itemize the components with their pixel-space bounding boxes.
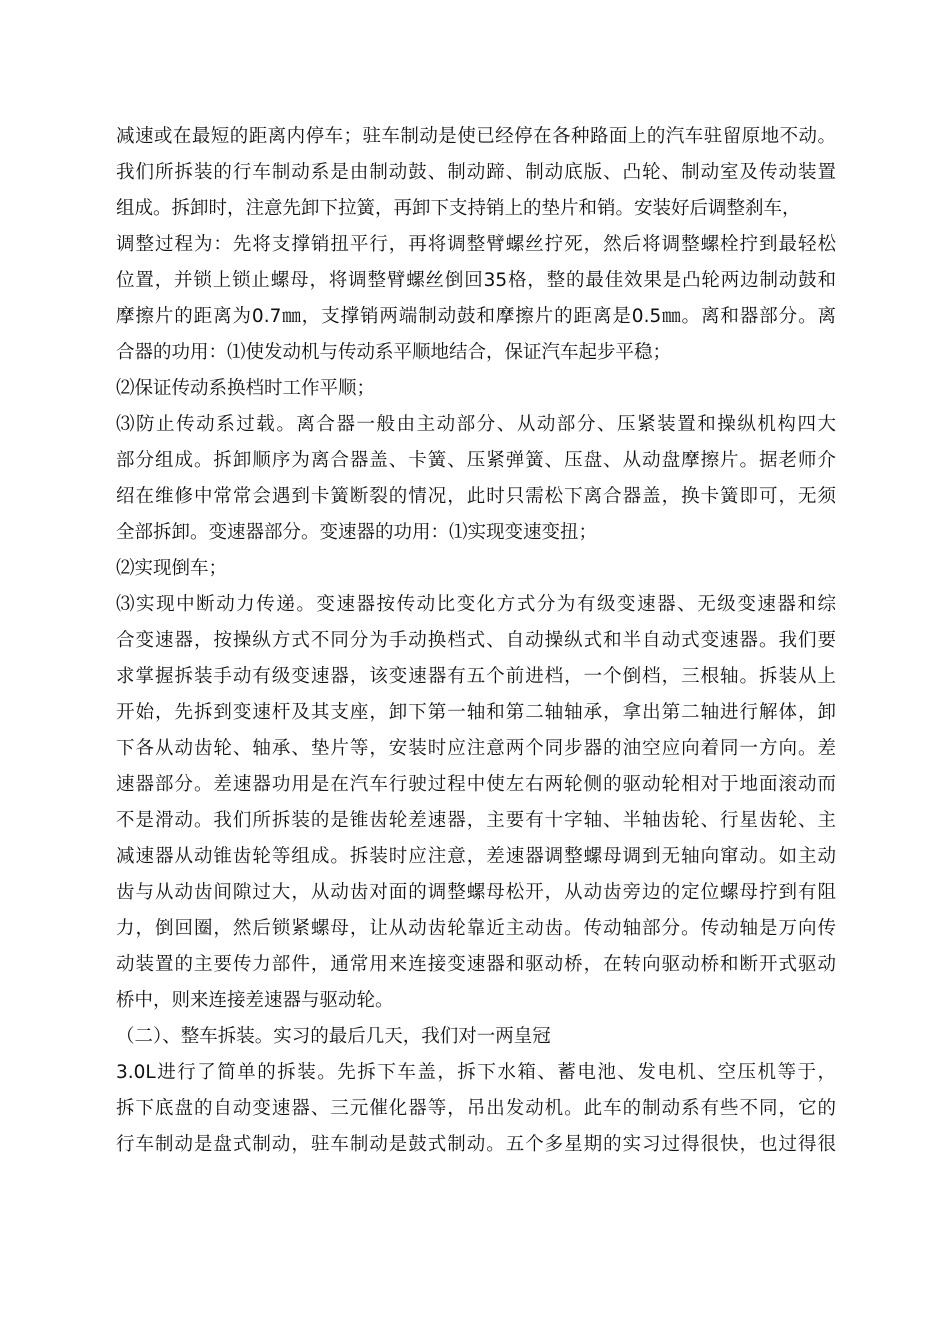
text-line: 减速或在最短的距离内停车；驻车制动是使已经停在各种路面上的汽车驻留原地不动。 [116,126,836,147]
text-line: 位置，并锁上锁止螺母，将调整臂螺丝倒回35格，整的最佳效果是凸轮两边制动鼓和 [116,270,836,291]
text-line: 我们所拆装的行车制动系是由制动鼓、制动蹄、制动底版、凸轮、制动室及传动装置 [116,162,836,183]
text-line: ⑶防止传动系过载。离合器一般由主动部分、从动部分、压紧装置和操纵机构四大 [116,414,836,435]
text-line: ⑵保证传动系换档时工作平顺； [116,378,376,399]
text-line: 部分组成。拆卸顺序为离合器盖、卡簧、压紧弹簧、压盘、从动盘摩擦片。据老师介 [116,450,836,471]
text-line: 合器的功用：⑴使发动机与传动系平顺地结合，保证汽车起步平稳； [116,342,672,363]
text-line: 求掌握拆装手动有级变速器，该变速器有五个前进档，一个倒档，三根轴。拆装从上 [116,666,836,687]
body-text [116,119,836,1163]
text-line: 减速器从动锥齿轮等组成。拆装时应注意，差速器调整螺母调到无轴向窜动。如主动 [116,846,836,867]
text-line: 速器部分。差速器功用是在汽车行驶过程中使左右两轮侧的驱动轮相对于地面滚动而 [116,774,836,795]
text-line: 绍在维修中常常会遇到卡簧断裂的情况，此时只需松下离合器盖，换卡簧即可，无须 [116,486,836,507]
text-line: 组成。拆卸时，注意先卸下拉簧，再卸下支持销上的垫片和销。安装好后调整刹车， [116,198,801,219]
text-line: （二）、整车拆装。实习的最后几天，我们对一两皇冠 [116,1026,551,1047]
text-line: 行车制动是盘式制动，驻车制动是鼓式制动。五个多星期的实习过得很快，也过得很 [116,1134,836,1155]
text-line: ⑶实现中断动力传递。变速器按传动比变化方式分为有级变速器、无级变速器和综 [116,594,836,615]
text-line: 全部拆卸。变速器部分。变速器的功用：⑴实现变速变扭； [116,522,598,543]
text-line: 合变速器，按操纵方式不同分为手动换档式、自动操纵式和半自动式变速器。我们要 [116,630,836,651]
text-line: 下各从动齿轮、轴承、垫片等，安装时应注意两个同步器的油空应向着同一方向。差 [116,738,836,759]
text-line: 力，倒回圈，然后锁紧螺母，让从动齿轮靠近主动齿。传动轴部分。传动轴是万向传 [116,918,836,939]
text-line: 开始，先拆到变速杆及其支座，卸下第一轴和第二轴轴承，拿出第二轴进行解体，卸 [116,702,836,723]
text-line: 齿与从动齿间隙过大，从动齿对面的调整螺母松开，从动齿旁边的定位螺母拧到有阻 [116,882,836,903]
text-line: 3.0L进行了简单的拆装。先拆下车盖，拆下水箱、蓄电池、发电机、空压机等于， [116,1062,836,1083]
text-line: 桥中，则来连接差速器与驱动轮。 [116,990,394,1011]
text-line: ⑵实现倒车； [116,558,228,579]
text-line: 不是滑动。我们所拆装的是锥齿轮差速器，主要有十字轴、半轴齿轮、行星齿轮、主 [116,810,836,831]
text-line: 摩擦片的距离为0.7㎜，支撑销两端制动鼓和摩擦片的距离是0.5㎜。离和器部分。离 [116,306,836,327]
text-line: 动装置的主要传力部件，通常用来连接变速器和驱动桥，在转向驱动桥和断开式驱动 [116,954,836,975]
text-line: 调整过程为：先将支撑销扭平行，再将调整臂螺丝拧死，然后将调整螺栓拧到最轻松 [116,234,836,255]
text-line: 拆下底盘的自动变速器、三元催化器等，吊出发动机。此车的制动系有些不同，它的 [116,1098,836,1119]
